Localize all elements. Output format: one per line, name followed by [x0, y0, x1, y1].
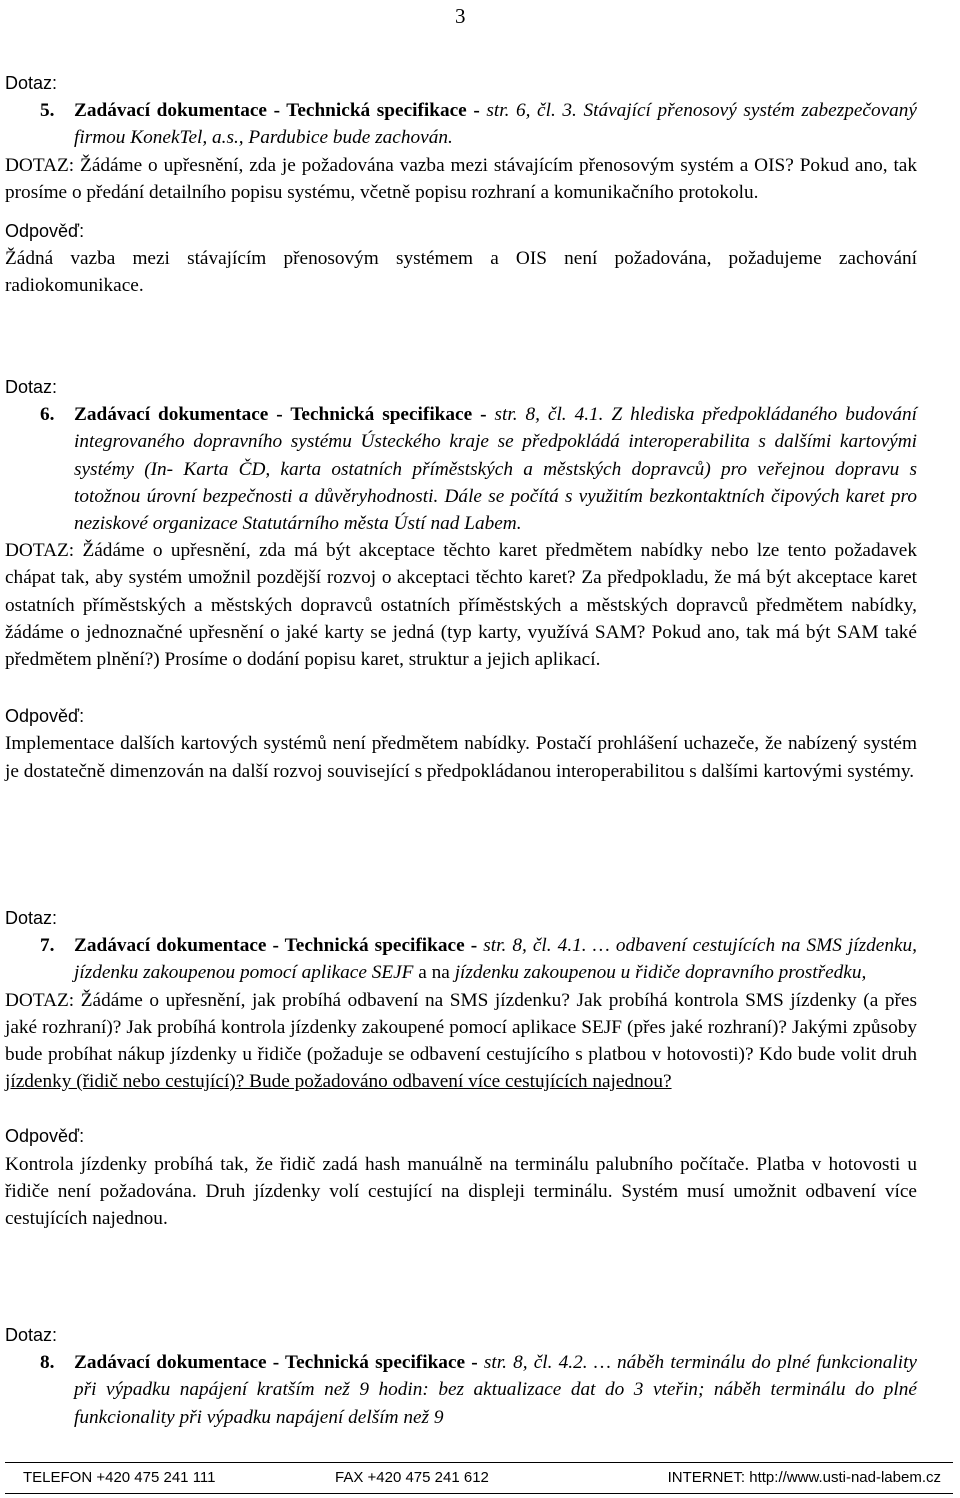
- question-5: [5, 70, 917, 300]
- page-number: 3: [455, 4, 466, 28]
- question-heading: [74, 932, 917, 986]
- footer-fax: FAX +420 475 241 612: [335, 1469, 489, 1486]
- question-number: 6.: [40, 404, 55, 426]
- question-item: [5, 401, 917, 537]
- page-footer: [5, 1462, 953, 1494]
- question-reference: str. 6, čl. 3. Stávající přenosový systém zabezpečovaný firmou KonekTel, a.s., Pardubice bude zachován.: [74, 100, 917, 149]
- question-reference: str. 8, čl. 4.1. Z hlediska předpokládaného budování integrovaného dopravního systému Ústeckého kraje se předpokládá interoperabilita s dalšími kartovými systémy (In- Karta ČD, karta ostatních příměstských a městských dopravců) pro veřejnou dopravu s totožnou úrovní bezpečnosti a důvěryhodnosti. Dále se počítá s využitím bezkontaktních čipových karet pro neziskové organizace Statutárního města Ústí nad Labem.: [74, 404, 917, 535]
- answer-text: Kontrola jízdenky probíhá tak, že řidič zadá hash manuálně na terminálu palubního počítače. Platba v hotovosti u řidiče není požadována. Druh jízdenky volí cestující na displeji terminálu. Systém musí umožnit odbavení více cestujících najednou.: [5, 1153, 917, 1230]
- dotaz-label: Dotaz:: [5, 1325, 58, 1345]
- question-title: Zadávací dokumentace - Technická specifikace -: [74, 935, 484, 957]
- footer-internet: INTERNET: http://www.usti-nad-labem.cz: [667, 1469, 941, 1486]
- question-text: [5, 987, 917, 1096]
- odpoved-label: Odpověď:: [5, 1126, 85, 1147]
- question-number: 8.: [40, 1352, 55, 1374]
- question-number: 5.: [40, 100, 55, 122]
- dotaz-label: Dotaz:: [5, 377, 58, 397]
- question-6: [5, 374, 917, 785]
- dotaz-label: Dotaz:: [5, 908, 58, 928]
- question-heading: [74, 97, 917, 151]
- question-reference: str. 8, čl. 4.2. … náběh terminálu do plné funkcionality při výpadku napájení kratším než 9 hodin: bez aktualizace dat do 3 vteřin; náběh terminálu do plné funkcionality při výpadku napájení delším než 9: [74, 1352, 917, 1428]
- odpoved-label: Odpověď:: [5, 706, 85, 727]
- question-item: [5, 1349, 917, 1431]
- question-item: [5, 97, 917, 151]
- odpoved-label: Odpověď:: [5, 221, 85, 242]
- question-text: DOTAZ: Žádáme o upřesnění, zda je požadována vazba mezi stávajícím přenosovým systém a OIS? Pokud ano, tak prosíme o předání detailního popisu systému, včetně popisu rozhraní a komunikačního protokolu.: [5, 154, 917, 203]
- question-text-underlined: jízdenky (řidič nebo cestující)? Bude požadováno odbavení více cestujících najednou?: [5, 1071, 672, 1093]
- question-title: Zadávací dokumentace - Technická specifikace -: [74, 404, 495, 426]
- question-reference-plain: a na: [413, 962, 455, 984]
- question-8: [5, 1322, 917, 1431]
- dotaz-label: Dotaz:: [5, 73, 58, 93]
- question-title: Zadávací dokumentace - Technická specifikace -: [74, 100, 487, 122]
- question-reference-end: jízdenku zakoupenou u řidiče dopravního prostředku,: [454, 962, 867, 984]
- footer-phone: TELEFON +420 475 241 111: [23, 1469, 216, 1486]
- question-number: 7.: [40, 935, 55, 957]
- answer-text: Žádná vazba mezi stávajícím přenosovým systémem a OIS není požadována, požadujeme zachování radiokomunikace.: [5, 248, 917, 297]
- question-title: Zadávací dokumentace - Technická specifikace -: [74, 1352, 484, 1374]
- question-7: [5, 905, 917, 1232]
- question-item: [5, 932, 917, 986]
- question-text: DOTAZ: Žádáme o upřesnění, zda má být akceptace těchto karet předmětem nabídky nebo lze tento požadavek chápat tak, aby systém umožnil pozdější rozvoj o akceptaci těchto karet? Za předpokladu, že má být akceptace karet ostatních příměstských a městských dopravců ostatních příměstských a městských dopravců předmětem nabídky, žádáme o jednoznačné upřesnění o jaké karty se jedná (typ karty, využívá SAM? Pokud ano, tak má být SAM také předmětem plnění?) Prosíme o dodání popisu karet, struktur a jejich aplikací.: [5, 540, 917, 671]
- question-heading: [74, 401, 917, 537]
- question-reference: str. 8, čl. 4.1. … odbavení cestujících na SMS jízdenku, jízdenku zakoupenou pomocí aplikace SEJF: [74, 935, 917, 984]
- question-text-main: DOTAZ: Žádáme o upřesnění, jak probíhá odbavení na SMS jízdenku? Jak probíhá kontrola SMS jízdenky (a přes jaké rozhraní)? Jak probíhá kontrola jízdenky zakoupené pomocí aplikace SEJF (přes jaké rozhraní)? Jakými způsoby bude probíhat nákup jízdenky u řidiče (požaduje se odbavení cestujícího s platbou v hotovosti)? Kdo bude volit druh: [5, 989, 917, 1066]
- question-heading: [74, 1349, 917, 1431]
- answer-text: Implementace dalších kartových systémů není předmětem nabídky. Postačí prohlášení uchazeče, že nabízený systém je dostatečně dimenzován na další rozvoj související s předpokládanou interoperabilitou s dalšími kartovými systémy.: [5, 733, 917, 782]
